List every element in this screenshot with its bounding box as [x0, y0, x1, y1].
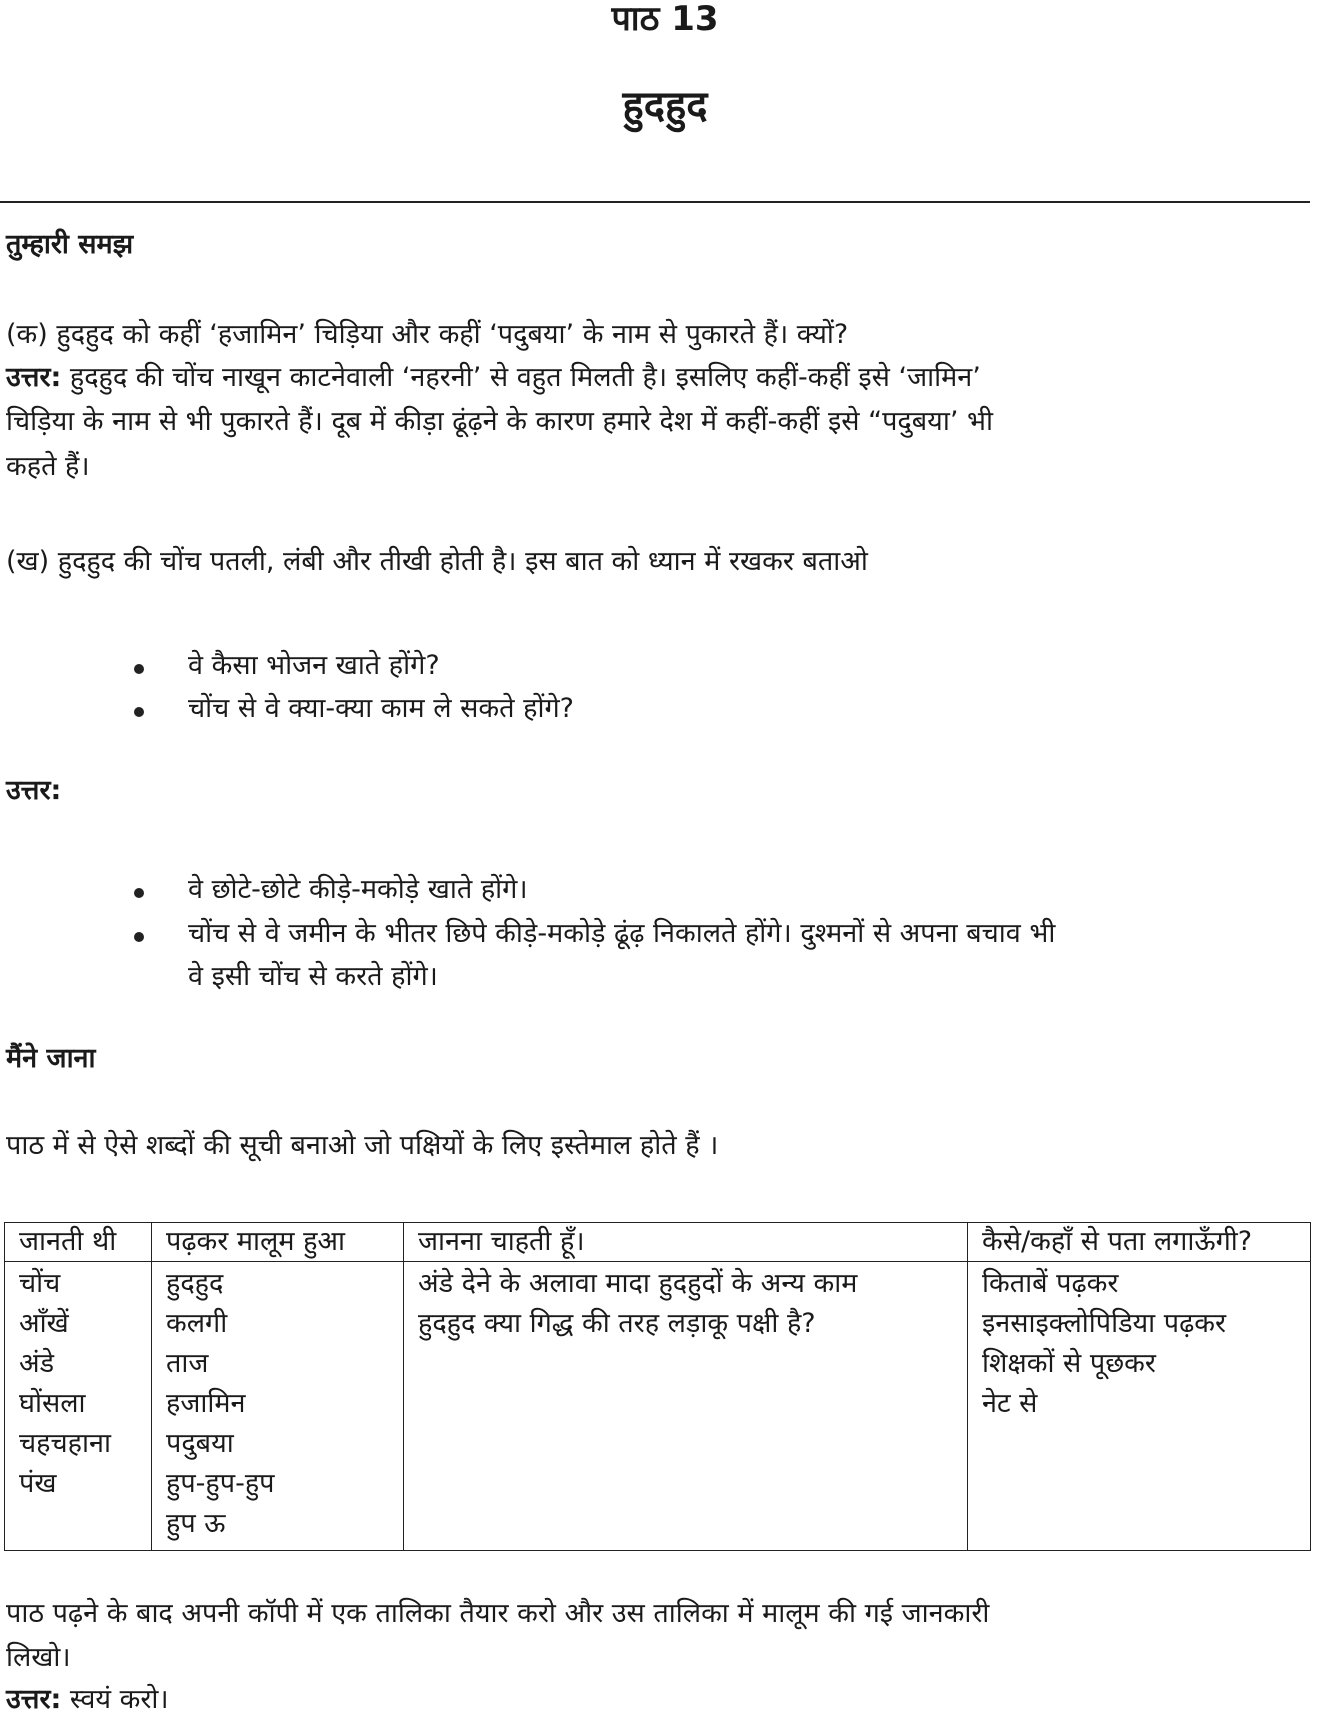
list-item: चहचहाना — [19, 1428, 111, 1459]
cell-knew — [5, 1262, 152, 1551]
answer-ka-line-2: चिड़िया के नाम से भी पुकारते हैं। दूब में कीड़ा ढूंढ़ने के कारण हमारे देश में कहीं-कहीं इसे “पदुबया’ भी — [6, 406, 993, 437]
list-item: कलगी — [166, 1308, 228, 1339]
list-item: हुप-हुप-हुप — [166, 1468, 275, 1499]
list-item: अंडे — [19, 1348, 55, 1379]
cell-want-to-know — [404, 1262, 968, 1551]
list-item: किताबें पढ़कर — [982, 1268, 1119, 1299]
answer-bullet: वे छोटे-छोटे कीड़े-मकोड़े खाते होंगे। — [188, 874, 528, 905]
answer-text: हुदहुद की चोंच नाखून काटनेवाली ‘नहरनी’ से वहुत मिलती है। इसलिए कहीं-कहीं इसे ‘जामिन’ — [61, 362, 981, 393]
section-heading-maine-jana: मैंने जाना — [6, 1043, 96, 1074]
header-knew: जानती थी — [5, 1223, 152, 1262]
answer-bullet-continued: वे इसी चोंच से करते होंगे। — [188, 961, 438, 992]
list-item: हुदहुद — [166, 1268, 224, 1299]
task-line-2: लिखो। — [6, 1642, 71, 1673]
list-item: ताज — [166, 1348, 209, 1379]
bullet — [134, 932, 144, 942]
bullet — [134, 888, 144, 898]
list-item: नेट से — [982, 1388, 1038, 1419]
list-item: इनसाइक्लोपिडिया पढ़कर — [982, 1308, 1227, 1339]
lesson-number: पाठ 13 — [611, 0, 719, 39]
answer-label: उत्तर: — [6, 362, 62, 393]
list-item: पंख — [19, 1468, 57, 1499]
list-item: घोंसला — [19, 1388, 86, 1419]
bullet — [134, 664, 144, 674]
bullet — [134, 707, 144, 717]
answer-text: स्वयं करो। — [61, 1684, 169, 1715]
header-learned: पढ़कर मालूम हुआ — [152, 1223, 404, 1262]
table-intro: पाठ में से ऐसे शब्दों की सूची बनाओ जो पक्षियों के लिए इस्तेमाल होते हैं । — [6, 1130, 719, 1161]
list-item: आँखें — [19, 1308, 69, 1339]
list-item: हजामिन — [166, 1388, 246, 1419]
answer-label: उत्तर: — [6, 1684, 62, 1715]
answer-ka-line-3: कहते हैं। — [6, 451, 90, 482]
section-heading-samajh: तुम्हारी समझ — [6, 229, 134, 260]
answer-ka-line-1 — [6, 357, 981, 394]
list-item: चोंच — [19, 1268, 61, 1299]
cell-learned — [152, 1262, 404, 1551]
final-answer — [6, 1679, 169, 1716]
question-bullet: चोंच से वे क्या-क्या काम ले सकते होंगे? — [188, 693, 574, 724]
question-kha: (ख) हुदहुद की चोंच पतली, लंबी और तीखी होती है। इस बात को ध्यान में रखकर बताओ — [6, 546, 868, 577]
list-item: हुप ऊ — [166, 1508, 226, 1539]
divider — [0, 201, 1310, 203]
list-item: पदुबया — [166, 1428, 234, 1459]
knowledge-table — [4, 1222, 1311, 1551]
list-item: शिक्षकों से पूछकर — [982, 1348, 1156, 1379]
question-ka: (क) हुदहुद को कहीं ‘हजामिन’ चिड़िया और कहीं ‘पदुबया’ के नाम से पुकारते हैं। क्यों? — [6, 319, 849, 350]
task-line-1: पाठ पढ़ने के बाद अपनी कॉपी में एक तालिका तैयार करो और उस तालिका में मालूम की गई जानकारी — [6, 1598, 990, 1629]
answer-bullet: चोंच से वे जमीन के भीतर छिपे कीड़े-मकोड़े ढूंढ़ निकालते होंगे। दुश्मनों से अपना बचाव भी — [188, 918, 1056, 949]
cell-how-to-find — [968, 1262, 1311, 1551]
header-how-to-find: कैसे/कहाँ से पता लगाऊँगी? — [968, 1223, 1311, 1262]
list-item: अंडे देने के अलावा मादा हुदहुदों के अन्य काम — [418, 1268, 858, 1299]
header-want-to-know: जानना चाहती हूँ। — [404, 1223, 968, 1262]
table-row — [5, 1262, 1311, 1551]
table-header-row — [5, 1223, 1311, 1262]
question-bullet: वे कैसा भोजन खाते होंगे? — [188, 650, 440, 681]
answer-label-kha: उत्तर: — [6, 775, 62, 806]
lesson-title: हुदहुद — [622, 83, 708, 129]
list-item: हुदहुद क्या गिद्ध की तरह लड़ाकू पक्षी है? — [418, 1308, 816, 1339]
